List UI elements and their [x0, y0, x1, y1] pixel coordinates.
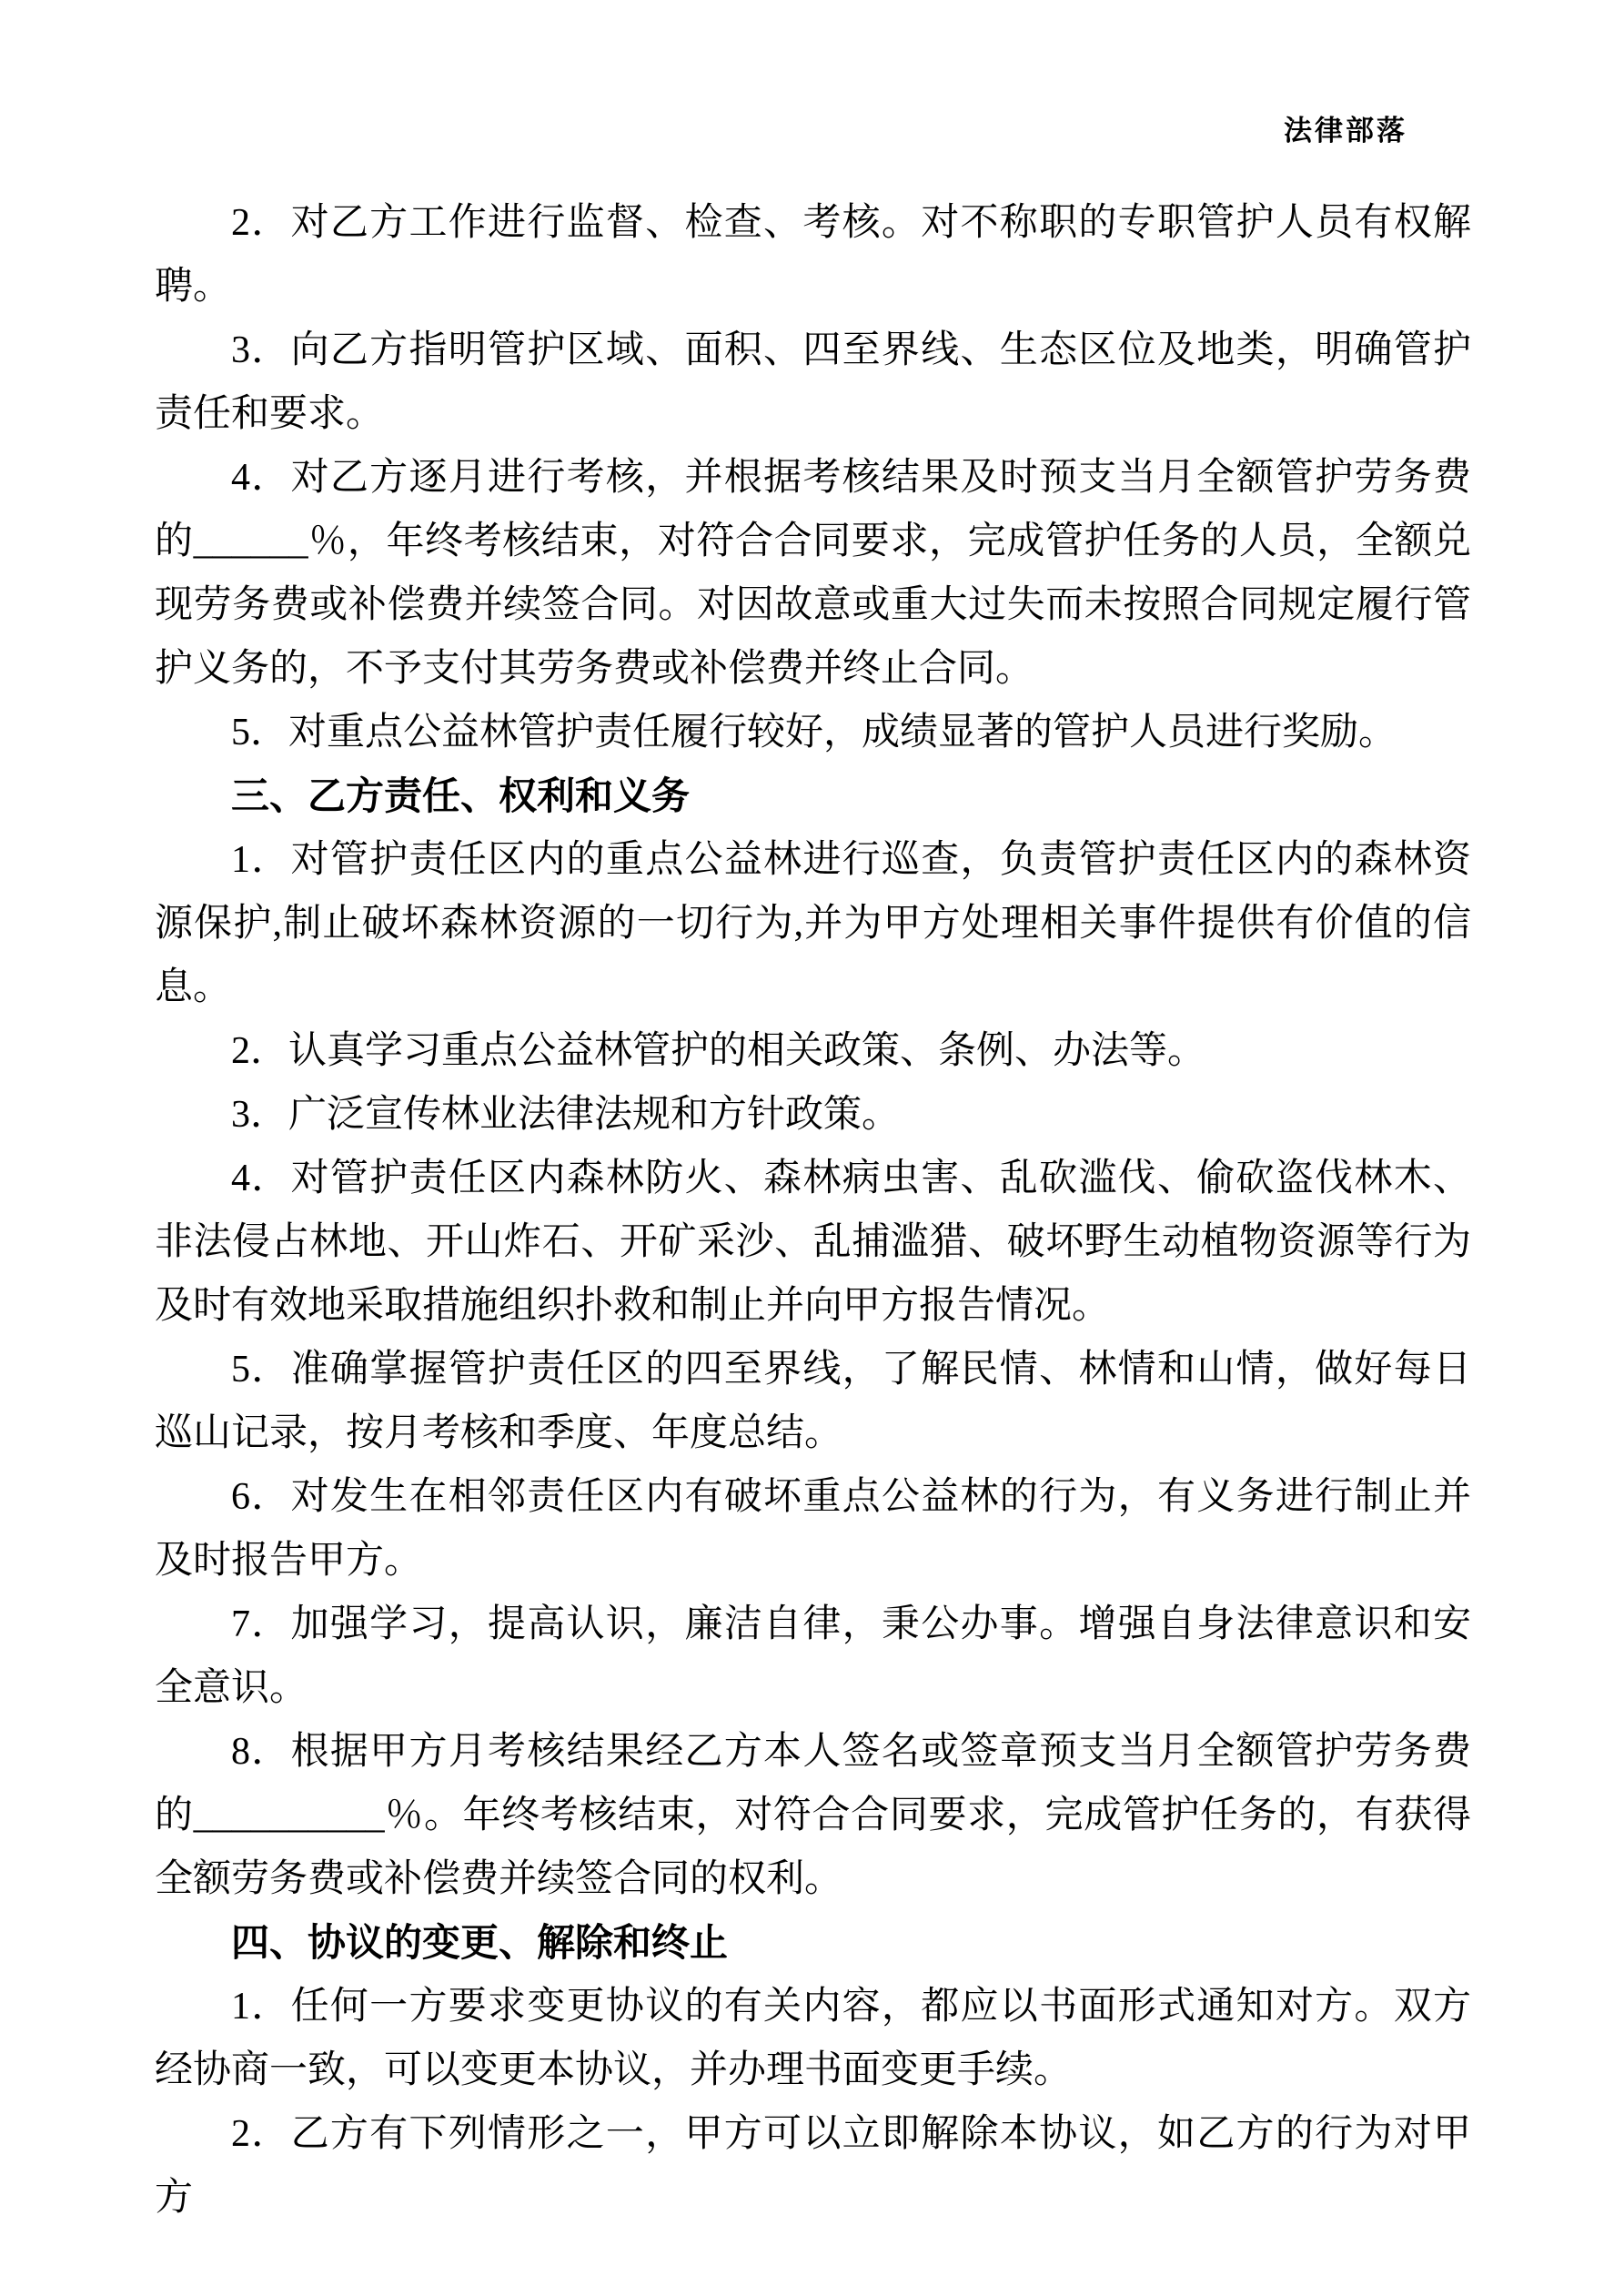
paragraph: 4．对管护责任区内森林防火、森林病虫害、乱砍滥伐、偷砍盗伐林木、非法侵占林地、开山炸石、开矿采沙、乱捕滥猎、破坏野生动植物资源等行为及时有效地采取措施组织扑救和制止并向甲方报告情况。: [155, 1158, 1471, 1327]
paragraph: 1．任何一方要求变更协议的有关内容，都应以书面形式通知对方。双方经协商一致，可以变更本协议，并办理书面变更手续。: [155, 1986, 1471, 2091]
section-heading: 四、协议的变更、解除和终止: [231, 1921, 729, 1964]
paragraph: 3．向乙方指明管护区域、面积、四至界线、生态区位及地类，明确管护责任和要求。: [155, 329, 1471, 435]
paragraph: 2．乙方有下列情形之一，甲方可以立即解除本协议，如乙方的行为对甲方: [155, 2113, 1471, 2219]
brand-watermark: 法律部落: [1284, 115, 1407, 147]
paragraph: 5．对重点公益林管护责任履行较好，成绩显著的管护人员进行奖励。: [231, 712, 1397, 754]
paragraph: 3．广泛宣传林业法律法规和方针政策。: [231, 1094, 901, 1136]
paragraph: 1．对管护责任区内的重点公益林进行巡查，负责管护责任区内的森林资源保护,制止破坏森林资源的一切行为,并为甲方处理相关事件提供有价值的信息。: [155, 839, 1471, 1008]
paragraph: 8．根据甲方月考核结果经乙方本人签名或签章预支当月全额管护劳务费的__________％。年终考核结束，对符合合同要求，完成管护任务的，有获得全额劳务费或补偿费并续签合同的权利。: [155, 1731, 1471, 1900]
paragraph: 2．认真学习重点公益林管护的相关政策、条例、办法等。: [231, 1030, 1206, 1072]
paragraph: 2．对乙方工作进行监督、检查、考核。对不称职的专职管护人员有权解聘。: [155, 202, 1471, 308]
paragraph: 6．对发生在相邻责任区内有破坏重点公益林的行为，有义务进行制止并及时报告甲方。: [155, 1476, 1471, 1582]
section-heading: 三、乙方责任、权利和义务: [231, 774, 691, 817]
paragraph: 4．对乙方逐月进行考核，并根据考核结果及时预支当月全额管护劳务费的______％，年终考核结束，对符合合同要求，完成管护任务的人员，全额兑现劳务费或补偿费并续签合同。对因故意或重大过失而未按照合同规定履行管护义务的，不予支付其劳务费或补偿费并终止合同。: [155, 457, 1471, 690]
paragraph: 5．准确掌握管护责任区的四至界线，了解民情、林情和山情，做好每日巡山记录，按月考核和季度、年度总结。: [155, 1349, 1471, 1454]
document-body: [155, 191, 1471, 2230]
paragraph: 7．加强学习，提高认识，廉洁自律，秉公办事。增强自身法律意识和安全意识。: [155, 1603, 1471, 1709]
